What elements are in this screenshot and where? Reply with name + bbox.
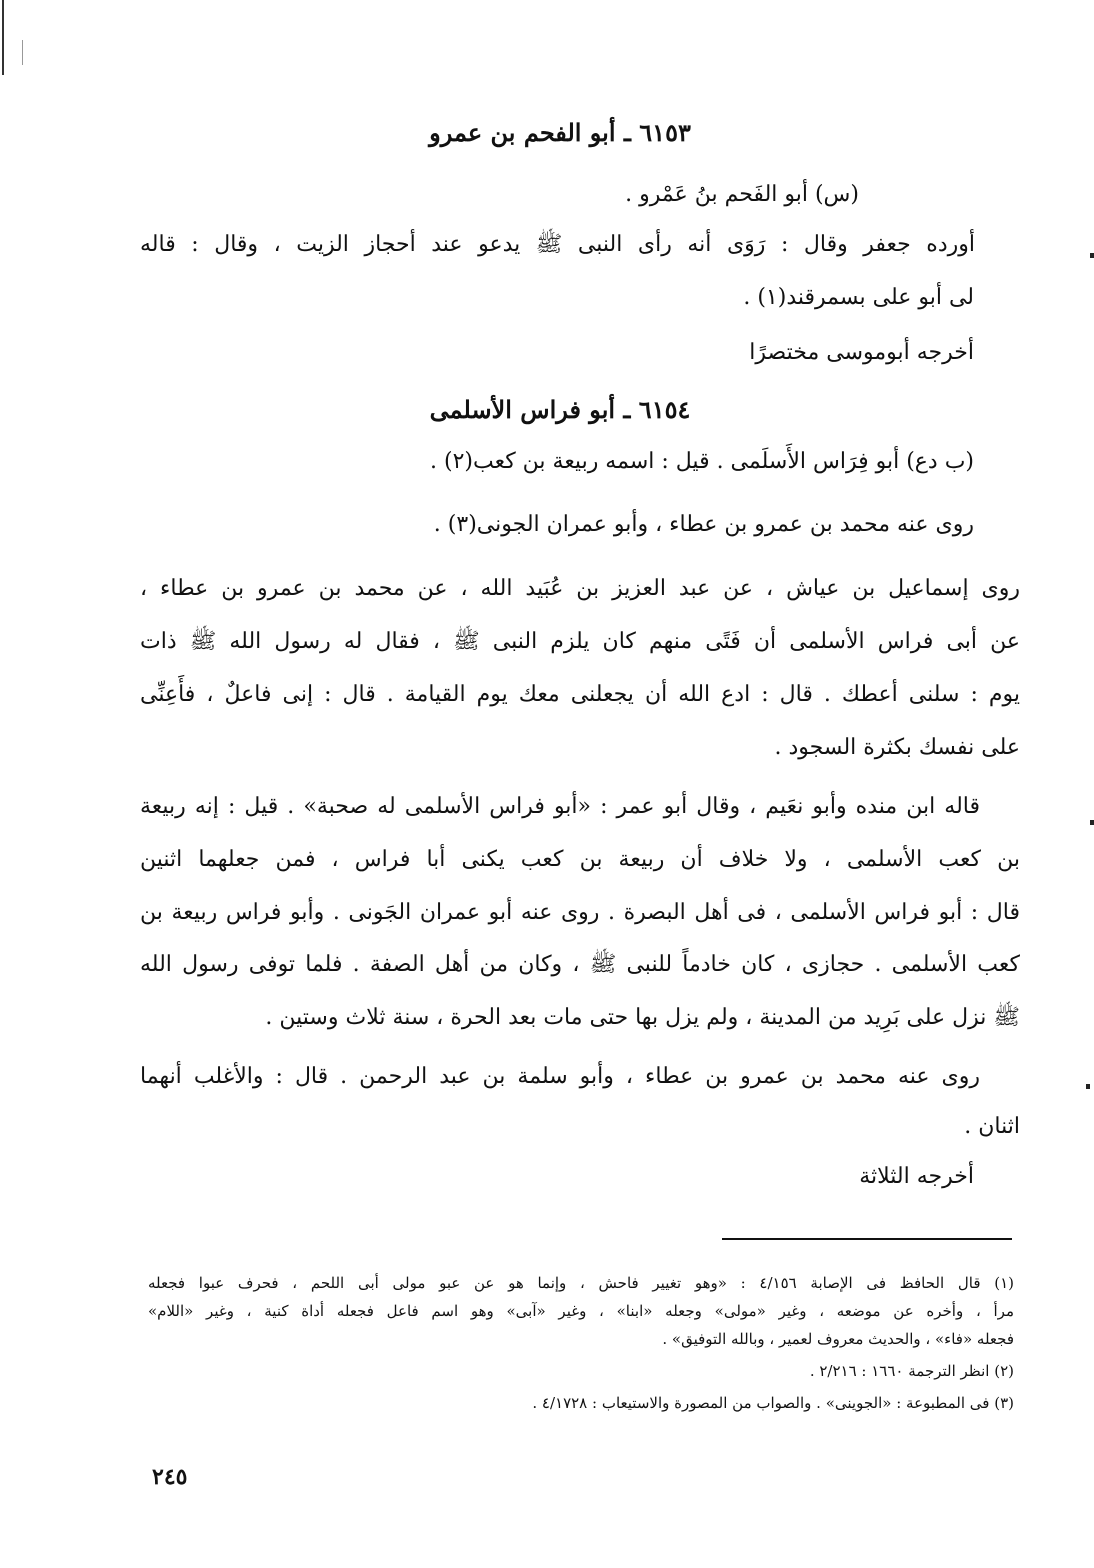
entry-line: كعب الأسلمى . حجازى ، كان خادماً للنبى ﷺ ، وكان من أهل الصفة . فلما توفى رسول الله	[140, 952, 1020, 977]
entry-line: (ب دع) أبو فِرَاس الأَسلَمى . قيل : اسمه ربيعة بن كعب(٢) .	[429, 449, 974, 474]
entry-line: على نفسك بكثرة السجود .	[774, 735, 1020, 760]
entry-line: أورده جعفر وقال : رَوَى أنه رأى النبى ﷺ يدعو عند أحجاز الزيت ، وقال : قاله	[140, 232, 975, 257]
entry-line: قال : أبو فراس الأسلمى ، فى أهل البصرة . روى عنه أبو عمران الجَونى . وأبو فراس ربيعة بن	[140, 900, 1020, 925]
entry-line: روى إسماعيل بن عياش ، عن عبد العزيز بن عُبَيد الله ، عن محمد بن عمرو بن عطاء ،	[140, 576, 1020, 601]
entry-line: أخرجه الثلاثة	[859, 1164, 974, 1189]
entry-line: ﷺ نزل على بَرِيد من المدينة ، ولم يزل بها حتى مات بعد الحرة ، سنة ثلاث وستين .	[265, 1005, 1020, 1030]
footnote-line: فجعله «فاء» ، والحديث معروف لعمير ، وبالله التوفيق» .	[662, 1330, 1014, 1348]
entry-heading: ٦١٥٣ ـ أبو الفحم بن عمرو	[429, 118, 691, 147]
footnote-line: (٢) انظر الترجمة ١٦٦٠ : ٢/٢١٦ .	[809, 1362, 1014, 1380]
margin-mark	[1086, 1084, 1090, 1089]
footnote-line: (١) قال الحافظ فى الإصابة ٤/١٥٦ : «وهو تغيير فاحش ، وإنما هو عن عبو مولى أبى اللحم ، فحرف عبوا فجعله	[148, 1274, 1014, 1292]
margin-mark	[1090, 253, 1094, 258]
entry-line: أخرجه أبوموسى مختصرًا	[749, 340, 974, 365]
entry-line: قاله ابن منده وأبو نعَيم ، وقال أبو عمر : «أبو فراس الأسلمى له صحبة» . قيل : إنه ربيعة	[140, 794, 980, 819]
scan-edge-mark	[22, 40, 23, 65]
entry-line: يوم : سلنى أعطك . قال : ادع الله أن يجعلنى معك يوم القيامة . قال : إنى فاعلٌ ، فأَعِنِّى	[140, 682, 1020, 707]
entry-line: (س) أبو الفَحم بنُ عَمْرو .	[625, 182, 859, 207]
entry-line: بن كعب الأسلمى ، ولا خلاف أن ربيعة بن كعب يكنى أبا فراس ، فمن جعلهما اثنين	[140, 847, 1020, 872]
footnote-line: (٣) فى المطبوعة : «الجوينى» . والصواب من المصورة والاستيعاب : ٤/١٧٢٨ .	[532, 1394, 1014, 1412]
entry-line: عن أبى فراس الأسلمى أن فَتًى منهم كان يلزم النبى ﷺ ، فقال له رسول الله ﷺ ذات	[140, 629, 1020, 654]
page-number: ٢٤٥	[152, 1464, 188, 1490]
footnote-divider	[722, 1238, 1012, 1240]
entry-heading: ٦١٥٤ ـ أبو فراس الأسلمى	[429, 395, 691, 424]
scan-edge-line	[2, 0, 4, 75]
margin-mark	[1090, 820, 1094, 825]
entry-line: لى أبو على بسمرقند(١) .	[743, 285, 974, 310]
entry-line: اثنان .	[964, 1114, 1020, 1139]
entry-line: روى عنه محمد بن عمرو بن عطاء ، وأبو سلمة بن عبد الرحمن . قال : والأغلب أنهما	[140, 1064, 980, 1089]
entry-line: روى عنه محمد بن عمرو بن عطاء ، وأبو عمران الجونى(٣) .	[433, 512, 974, 537]
footnote-line: مرأ ، وأخره عن موضعه ، وغير «مولى» وجعله «ابنا» ، وغير «آبى» وهو اسم فاعل فجعله أداة كنية ، وغير «اللام»	[148, 1302, 1014, 1320]
